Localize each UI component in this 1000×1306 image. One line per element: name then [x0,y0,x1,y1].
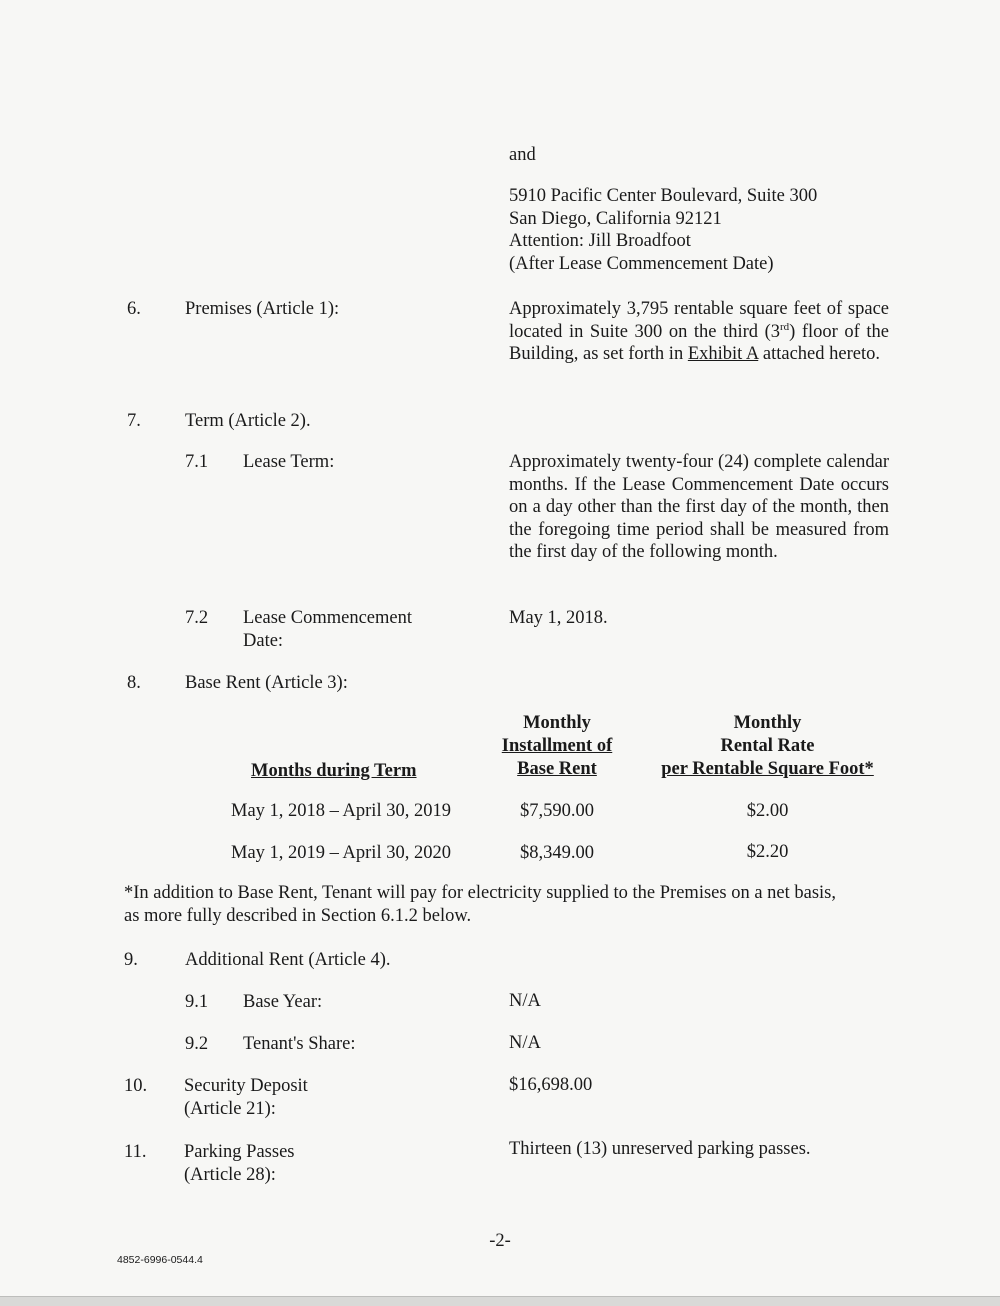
premises-text-2: ) floor of the Building, as set forth in [509,321,889,364]
tenants-share-value: N/A [509,1033,541,1053]
item-7-2-label [243,607,412,652]
address-block [509,185,909,275]
item-9-2-number: 9.2 [185,1034,209,1054]
table-row-1-period: May 1, 2018 – April 30, 2019 [231,801,451,821]
item-7-2-label-line-1: Lease Commencement [243,608,413,628]
item-9-1-label: Base Year: [243,992,323,1012]
and-text: and [509,145,536,165]
base-rent-footnote [124,882,904,927]
document-id: 4852-6996-0544.4 [117,1254,203,1266]
lease-term-description: Approximately twenty-four (24) complete calendar months. If the Lease Commencement Date occurs on a day other than the first day of the month, then the foregoing time period shall be measured from the first day of the following month. [509,452,889,562]
item-7-1-number: 7.1 [185,452,209,472]
item-10-label [184,1075,308,1120]
table-row-1-installment: $7,590.00 [520,801,594,821]
commencement-date-value: May 1, 2018. [509,608,608,628]
item-11-label [184,1141,295,1186]
table-row-2-installment: $8,349.00 [520,843,594,863]
address-line-1: 5910 Pacific Center Boulevard, Suite 300 [509,186,818,206]
rate-header-line-3: per Rentable Square Foot* [661,759,874,779]
premises-text-1: Approximately 3,795 rentable square feet of space located in Suite 300 on the third (3 [509,299,889,342]
item-7-label: Term (Article 2). [185,411,311,431]
item-9-label: Additional Rent (Article 4). [185,950,391,970]
installment-header-line-2: Installment of [501,736,613,756]
table-row-2-period: May 1, 2019 – April 30, 2020 [231,843,451,863]
column-header-installment [486,712,628,781]
installment-header-line-3: Base Rent [517,759,597,779]
table-row-1-rate: $2.00 [746,801,789,821]
item-6-number: 6. [127,299,141,319]
premises-superscript: rd [779,320,790,333]
rate-header-line-1: Monthly [733,713,802,733]
base-year-value: N/A [509,991,541,1011]
item-9-2-label: Tenant's Share: [243,1034,356,1054]
premises-text-3: attached hereto. [758,344,880,364]
security-deposit-value: $16,698.00 [509,1075,593,1095]
footnote-line-2: as more fully described in Section 6.1.2 below. [124,905,472,926]
column-header-rate [645,712,890,781]
page-number: -2- [489,1231,511,1251]
item-6-label: Premises (Article 1): [185,299,340,319]
item-7-1-label: Lease Term: [243,452,335,472]
address-line-4: (After Lease Commencement Date) [509,253,774,274]
item-8-label: Base Rent (Article 3): [185,673,348,693]
item-10-number: 10. [124,1076,148,1096]
column-header-months: Months during Term [251,761,417,781]
installment-header-line-1: Monthly [523,713,591,733]
table-row-2-rate: $2.20 [746,842,789,862]
address-line-3: Attention: Jill Broadfoot [509,231,691,251]
item-7-2-number: 7.2 [185,608,209,628]
item-8-number: 8. [127,673,141,693]
item-9-number: 9. [124,950,138,970]
item-10-label-line-2: (Article 21): [184,1098,276,1119]
premises-description [509,298,889,366]
item-11-number: 11. [124,1142,147,1162]
item-9-1-number: 9.1 [185,992,209,1012]
item-7-2-label-line-2: Date: [243,630,284,651]
item-11-label-line-2: (Article 28): [184,1164,276,1185]
footnote-line-1: *In addition to Base Rent, Tenant will pay for electricity supplied to the Premises on a net basis, [124,883,837,903]
exhibit-a-link[interactable]: Exhibit A [687,344,759,364]
item-11-label-line-1: Parking Passes [184,1142,295,1162]
rate-header-line-2: Rental Rate [720,736,815,756]
parking-passes-value: Thirteen (13) unreserved parking passes. [509,1139,811,1159]
address-line-2: San Diego, California 92121 [509,208,722,229]
item-7-number: 7. [127,411,141,431]
item-10-label-line-1: Security Deposit [184,1076,308,1096]
